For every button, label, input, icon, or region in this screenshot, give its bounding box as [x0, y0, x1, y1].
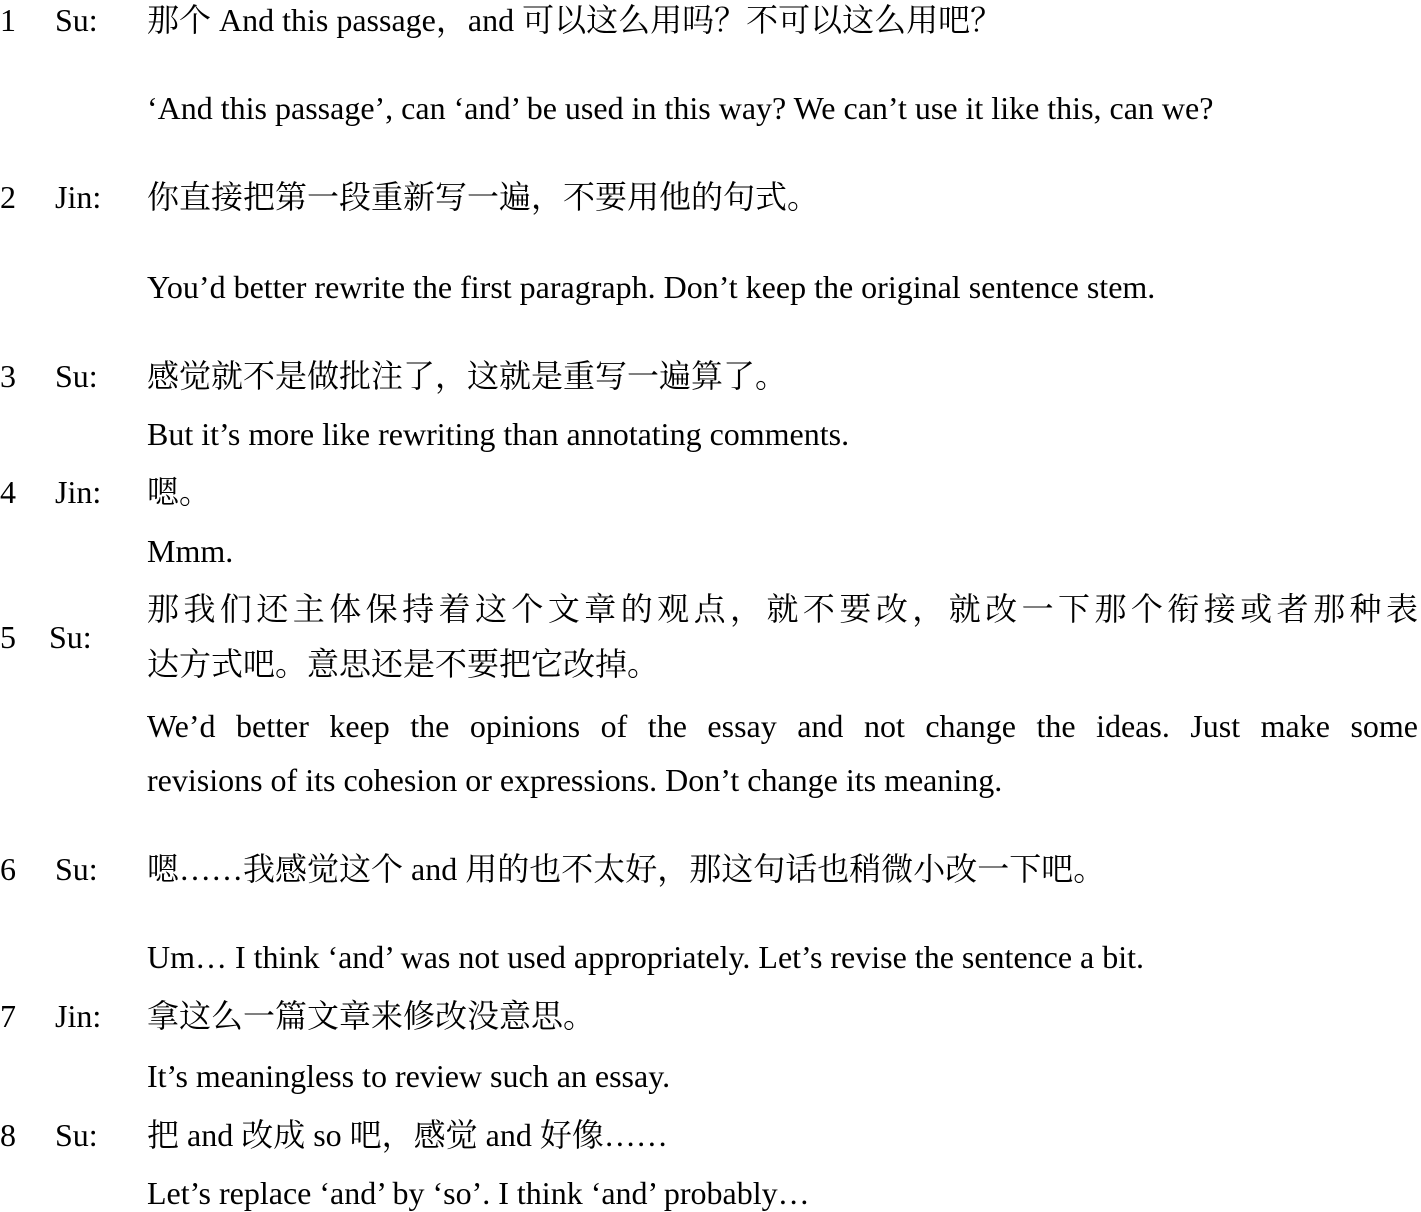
turn-number: 8 [0, 1117, 16, 1153]
speaker: Jin: [55, 179, 102, 215]
chinese-utterance: 感觉就不是做批注了，这就是重写一遍算了。 [147, 358, 788, 394]
turn-number: 1 [0, 2, 16, 38]
speaker: Jin: [55, 474, 102, 510]
chinese-utterance: 那我们还主体保持着这个文章的观点，就不要改，就改一下那个衔接或者那种表 [147, 591, 1418, 627]
speaker: Su: [55, 1117, 98, 1153]
chinese-utterance: 那个 And this passage，and 可以这么用吗？不可以这么用吧？ [147, 2, 1003, 38]
speaker: Su: [55, 851, 98, 887]
chinese-utterance: 嗯。 [147, 474, 212, 510]
english-translation: It’s meaningless to review such an essay. [147, 1058, 671, 1094]
turn-number: 4 [0, 474, 16, 510]
english-translation: ‘And this passage’, can ‘and’ be used in this way? We can’t use it like this, can we? [147, 90, 1214, 126]
turn-number: 6 [0, 851, 16, 887]
chinese-utterance: 嗯……我感觉这个 and 用的也不太好，那这句话也稍微小改一下吧。 [147, 851, 1106, 887]
turn-number: 5 [0, 619, 16, 655]
english-translation: Mmm. [147, 533, 234, 569]
speaker: Jin: [55, 998, 102, 1034]
chinese-utterance: 达方式吧。意思还是不要把它改掉。 [147, 646, 660, 682]
english-translation: revisions of its cohesion or expressions. Don’t change its meaning. [147, 762, 1003, 798]
chinese-utterance: 你直接把第一段重新写一遍，不要用他的句式。 [147, 179, 820, 215]
turn-number: 3 [0, 358, 16, 394]
english-translation: You’d better rewrite the first paragraph. Don’t keep the original sentence stem. [147, 269, 1156, 305]
speaker: Su: [55, 2, 98, 38]
chinese-utterance: 把 and 改成 so 吧，感觉 and 好像…… [147, 1117, 668, 1153]
turn-number: 2 [0, 179, 16, 215]
english-translation: But it’s more like rewriting than annotating comments. [147, 416, 850, 452]
english-translation: Let’s replace ‘and’ by ‘so’. I think ‘and’ probably… [147, 1175, 810, 1211]
speaker: Su: [55, 358, 98, 394]
english-translation: We’d better keep the opinions of the essay and not change the ideas. Just make some [147, 708, 1418, 744]
chinese-utterance: 拿这么一篇文章来修改没意思。 [147, 998, 596, 1034]
english-translation: Um… I think ‘and’ was not used appropriately. Let’s revise the sentence a bit. [147, 939, 1145, 975]
speaker: Su: [49, 619, 92, 655]
turn-number: 7 [0, 998, 16, 1034]
